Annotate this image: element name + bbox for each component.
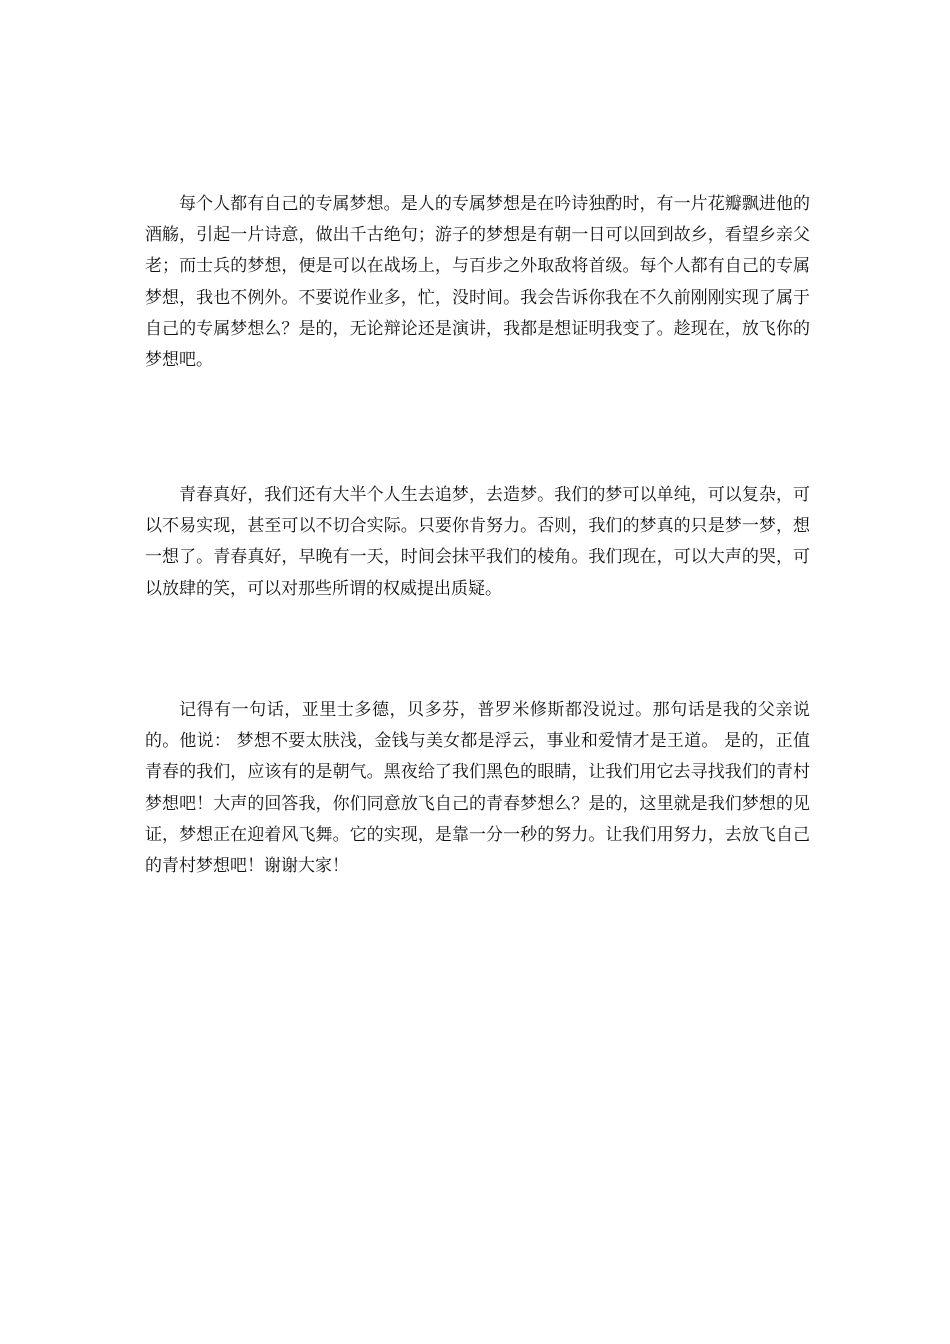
paragraph-dream: 每个人都有自己的专属梦想。是人的专属梦想是在吟诗独酌时，有一片花瓣飘进他的酒觞，引起一片诗意，做出千古绝句；游子的梦想是有朝一日可以回到故乡，看望乡亲父老；而士兵的梦想，便是可以在战场上，与百步之外取敌将首级。每个人都有自己的专属梦想，我也不例外。不要说作业多，忙，没时间。我会告诉你我在不久前刚刚实现了属于自己的专属梦想么？是的，无论辩论还是演讲，我都是想证明我变了。趁现在，放飞你的梦想吧。 (145, 194, 810, 371)
paragraph-father-quote: 记得有一句话，亚里士多德，贝多芬，普罗米修斯都没说过。那句话是我的父亲说的。他说： 梦想不要太肤浅，金钱与美女都是浮云，事业和爱情才是王道。 是的，正值青春的我们，应该有的是朝气。黑夜给了我们黑色的眼睛，让我们用它去寻找我们的青村梦想吧！大声的回答我，你们同意放飞自己的青春梦想么？是的，这里就是我们梦想的见证，梦想正在迎着风飞舞。它的实现，是靠一分一秒的努力。让我们用努力，去放飞自己的青村梦想吧！谢谢大家！ (145, 700, 810, 877)
paragraph-youth: 青春真好，我们还有大半个人生去追梦，去造梦。我们的梦可以单纯，可以复杂，可以不易实现，甚至可以不切合实际。只要你肯努力。否则，我们的梦真的只是梦一梦，想一想了。青春真好，早晚有一天，时间会抹平我们的棱角。我们现在，可以大声的哭，可以放肆的笑，可以对那些所谓的权威提出质疑。 (145, 485, 810, 599)
